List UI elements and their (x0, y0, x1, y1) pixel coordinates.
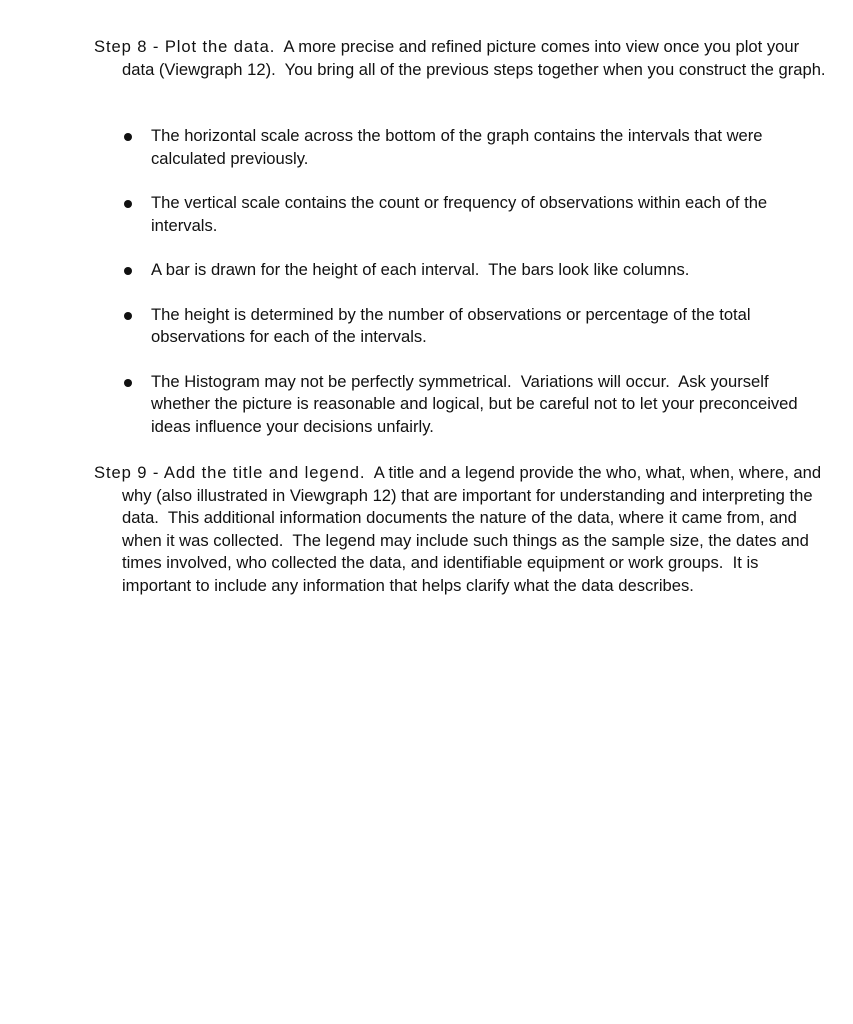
list-item (122, 125, 822, 170)
bullet-icon (124, 379, 132, 387)
list-item (122, 304, 822, 349)
bullet-text: The vertical scale contains the count or frequency of observations within each of the intervals. (151, 193, 768, 235)
bullet-text: The horizontal scale across the bottom of the graph contains the intervals that were calculated previously. (151, 126, 763, 168)
bullet-icon (124, 133, 132, 141)
step-8-bullet-list (122, 125, 822, 460)
step-8-heading: Step 8 - Plot the data. (94, 37, 276, 56)
step-9-paragraph (94, 462, 826, 597)
list-item (122, 192, 822, 237)
list-item (122, 259, 822, 282)
bullet-icon (124, 200, 132, 208)
step-9-heading: Step 9 - Add the title and legend. (94, 463, 366, 482)
bullet-icon (124, 267, 132, 275)
step-8-body: A more precise and refined picture comes into view once you plot your data (Viewgraph 12). You bring all of the previous steps together when you construct the graph. (122, 37, 826, 79)
step-8-paragraph (94, 36, 826, 81)
bullet-icon (124, 312, 132, 320)
list-item (122, 371, 822, 439)
bullet-text: The height is determined by the number of observations or percentage of the total observations for each of the intervals. (151, 304, 751, 346)
bullet-text: A bar is drawn for the height of each interval. The bars look like columns. (151, 260, 690, 279)
step-9-body: A title and a legend provide the who, what, when, where, and why (also illustrated in Viewgraph 12) that are important for understanding and interpreting the data. This additional information documents the nature of the data, where it came from, and when it was collected. The legend may include such things as the sample size, the dates and times involved, who collected the data, and identifiable equipment or work groups. It is important to include any information that helps clarify what the data describes. (122, 463, 826, 595)
bullet-text: The Histogram may not be perfectly symmetrical. Variations will occur. Ask yourself whether the picture is reasonable and logical, but be careful not to let your preconceived ideas influence your decisions unfairly. (151, 371, 803, 436)
